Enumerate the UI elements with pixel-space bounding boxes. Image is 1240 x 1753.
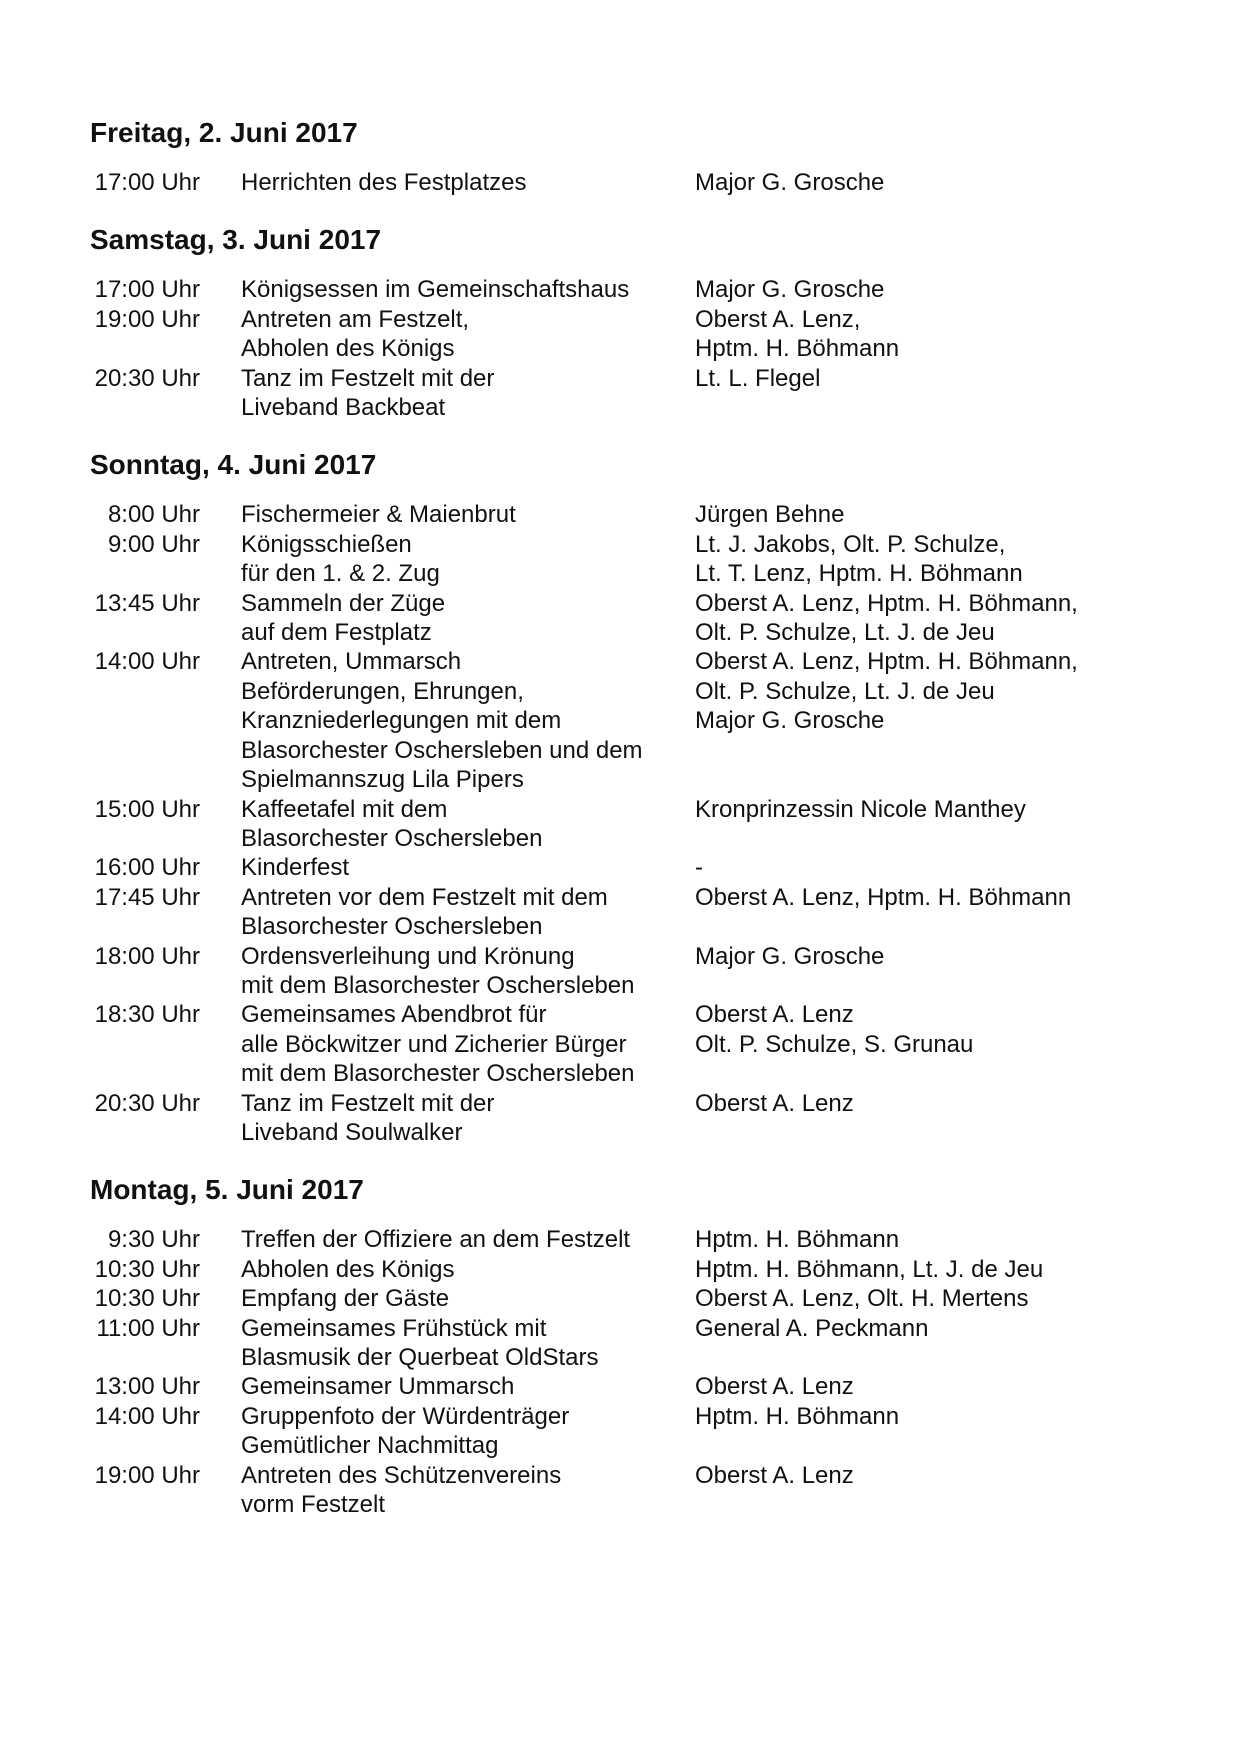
entry-event — [241, 647, 681, 794]
responsible-line: Oberst A. Lenz, Hptm. H. Böhmann — [695, 883, 1072, 911]
entry-time: 17:45 Uhr — [94, 883, 200, 911]
event-line: Gruppenfoto der Würdenträger — [241, 1402, 570, 1430]
day-title: Sonntag, 4. Juni 2017 — [90, 449, 377, 481]
schedule-document — [90, 116, 1170, 1545]
entry-responsible — [695, 500, 1170, 529]
event-line: Antreten des Schützenvereins — [241, 1461, 562, 1489]
schedule-row — [90, 275, 1170, 304]
responsible-line: Hptm. H. Böhmann — [695, 335, 900, 363]
day-section — [90, 448, 1170, 1147]
schedule-row — [90, 364, 1170, 423]
responsible-line: Oberst A. Lenz, — [695, 305, 861, 333]
entry-event — [241, 275, 681, 304]
event-line: Antreten vor dem Festzelt mit dem — [241, 883, 608, 911]
event-line: für den 1. & 2. Zug — [241, 560, 440, 588]
event-line: mit dem Blasorchester Oschersleben — [241, 1060, 635, 1088]
event-line: Spielmannszug Lila Pipers — [241, 766, 524, 794]
entry-responsible — [695, 364, 1170, 423]
entry-time: 20:30 Uhr — [94, 1089, 200, 1117]
schedule-row — [90, 168, 1170, 197]
schedule-table — [90, 168, 1170, 197]
entry-time: 10:30 Uhr — [94, 1255, 200, 1283]
entry-time: 11:00 Uhr — [96, 1314, 200, 1342]
event-line: auf dem Festplatz — [241, 619, 432, 647]
entry-responsible — [695, 305, 1170, 364]
responsible-line: - — [695, 854, 703, 882]
entry-time: 17:00 Uhr — [94, 276, 200, 304]
day-section — [90, 1173, 1170, 1519]
entry-responsible — [695, 275, 1170, 304]
entry-time: 10:30 Uhr — [94, 1285, 200, 1313]
entry-responsible — [695, 1372, 1170, 1401]
entry-responsible — [695, 168, 1170, 197]
event-line: Herrichten des Festplatzes — [241, 169, 527, 196]
day-title: Montag, 5. Juni 2017 — [90, 1174, 364, 1206]
entry-event — [241, 1225, 681, 1254]
event-line: Königsschießen — [241, 530, 412, 558]
entry-event — [241, 1402, 681, 1461]
event-line: Liveband Soulwalker — [241, 1118, 463, 1146]
schedule-row — [90, 1461, 1170, 1520]
responsible-line: Oberst A. Lenz, Hptm. H. Böhmann, — [695, 648, 1078, 676]
responsible-line: Major G. Grosche — [695, 276, 885, 304]
event-line: Tanz im Festzelt mit der — [241, 1089, 495, 1117]
responsible-line: Hptm. H. Böhmann, Lt. J. de Jeu — [695, 1255, 1044, 1283]
schedule-row — [90, 1000, 1170, 1088]
entry-time: 16:00 Uhr — [94, 854, 200, 882]
day-title: Freitag, 2. Juni 2017 — [90, 117, 358, 148]
entry-responsible — [695, 1402, 1170, 1461]
entry-responsible — [695, 589, 1170, 648]
responsible-line: Olt. P. Schulze, S. Grunau — [695, 1030, 974, 1058]
schedule-row — [90, 1284, 1170, 1313]
entry-responsible — [695, 883, 1170, 942]
entry-event — [241, 305, 681, 364]
entry-time: 14:00 Uhr — [94, 648, 200, 676]
event-line: Antreten am Festzelt, — [241, 305, 470, 333]
entry-time: 9:00 Uhr — [107, 530, 200, 558]
entry-responsible — [695, 942, 1170, 1001]
responsible-line: Oberst A. Lenz — [695, 1001, 854, 1029]
entry-event — [241, 1461, 681, 1520]
entry-responsible — [695, 1461, 1170, 1520]
event-line: Blasmusik der Querbeat OldStars — [241, 1344, 599, 1371]
responsible-line: Hptm. H. Böhmann — [695, 1402, 900, 1430]
responsible-line: Lt. T. Lenz, Hptm. H. Böhmann — [695, 560, 1023, 588]
entry-time: 15:00 Uhr — [94, 795, 200, 823]
entry-time: 14:00 Uhr — [94, 1402, 200, 1430]
entry-responsible — [695, 1314, 1170, 1373]
entry-time: 19:00 Uhr — [94, 1461, 200, 1489]
event-line: Ordensverleihung und Krönung — [241, 942, 575, 970]
event-line: Gemütlicher Nachmittag — [241, 1432, 499, 1460]
event-line: Tanz im Festzelt mit der — [241, 364, 495, 392]
entry-event — [241, 168, 681, 197]
responsible-line: Olt. P. Schulze, Lt. J. de Jeu — [695, 619, 995, 647]
responsible-line: Major G. Grosche — [695, 942, 885, 970]
entry-event — [241, 364, 681, 423]
responsible-line: Oberst A. Lenz — [695, 1373, 854, 1401]
schedule-row — [90, 1255, 1170, 1284]
day-section — [90, 223, 1170, 422]
entry-event — [241, 853, 681, 882]
schedule-table — [90, 1225, 1170, 1519]
entry-event — [241, 1314, 681, 1373]
schedule-row — [90, 305, 1170, 364]
event-line: Abholen des Königs — [241, 335, 455, 363]
event-line: Blasorchester Oschersleben — [241, 913, 543, 941]
day-section — [90, 116, 1170, 197]
event-line: Kinderfest — [241, 854, 350, 882]
schedule-row — [90, 795, 1170, 854]
event-line: Blasorchester Oschersleben und dem — [241, 736, 643, 764]
responsible-line: Oberst A. Lenz, Olt. H. Mertens — [695, 1285, 1029, 1313]
event-line: mit dem Blasorchester Oschersleben — [241, 971, 635, 999]
event-line: Empfang der Gäste — [241, 1285, 450, 1313]
responsible-line: Jürgen Behne — [695, 501, 845, 529]
responsible-line: General A. Peckmann — [695, 1314, 929, 1342]
event-line: Königsessen im Gemeinschaftshaus — [241, 276, 630, 304]
entry-event — [241, 1372, 681, 1401]
event-line: alle Böckwitzer und Zicherier Bürger — [241, 1030, 627, 1058]
schedule-row — [90, 500, 1170, 529]
event-line: vorm Festzelt — [241, 1491, 386, 1519]
schedule-table — [90, 275, 1170, 422]
event-line: Beförderungen, Ehrungen, — [241, 677, 524, 705]
event-line: Treffen der Offiziere an dem Festzelt — [241, 1226, 631, 1254]
event-line: Liveband Backbeat — [241, 394, 446, 422]
schedule-row — [90, 1402, 1170, 1461]
responsible-line: Major G. Grosche — [695, 707, 885, 735]
event-line: Kaffeetafel mit dem — [241, 795, 448, 823]
entry-responsible — [695, 1284, 1170, 1313]
schedule-row — [90, 530, 1170, 589]
entry-time: 13:00 Uhr — [94, 1373, 200, 1401]
event-line: Sammeln der Züge — [241, 589, 446, 617]
schedule-row — [90, 647, 1170, 794]
event-line: Gemeinsames Frühstück mit — [241, 1314, 547, 1342]
entry-time: 18:00 Uhr — [94, 942, 200, 970]
entry-event — [241, 530, 681, 589]
entry-time: 8:00 Uhr — [107, 501, 200, 529]
entry-event — [241, 795, 681, 854]
event-line: Fischermeier & Maienbrut — [241, 501, 516, 529]
responsible-line: Hptm. H. Böhmann — [695, 1226, 900, 1254]
entry-responsible — [695, 1255, 1170, 1284]
responsible-line: Oberst A. Lenz, Hptm. H. Böhmann, — [695, 589, 1078, 617]
event-line: Gemeinsamer Ummarsch — [241, 1373, 515, 1401]
event-line: Gemeinsames Abendbrot für — [241, 1001, 547, 1029]
entry-event — [241, 1284, 681, 1313]
entry-time: 13:45 Uhr — [94, 589, 200, 617]
schedule-row — [90, 883, 1170, 942]
responsible-line: Major G. Grosche — [695, 169, 885, 196]
entry-time: 18:30 Uhr — [94, 1001, 200, 1029]
entry-responsible — [695, 853, 1170, 882]
entry-responsible — [695, 1000, 1170, 1088]
entry-event — [241, 1089, 681, 1148]
event-line: Kranzniederlegungen mit dem — [241, 707, 562, 735]
responsible-line: Kronprinzessin Nicole Manthey — [695, 795, 1026, 823]
entry-event — [241, 1255, 681, 1284]
entry-event — [241, 500, 681, 529]
schedule-row — [90, 1089, 1170, 1148]
schedule-row — [90, 589, 1170, 648]
entry-responsible — [695, 530, 1170, 589]
entry-responsible — [695, 795, 1170, 854]
entry-event — [241, 1000, 681, 1088]
entry-event — [241, 942, 681, 1001]
entry-responsible — [695, 647, 1170, 794]
responsible-line: Oberst A. Lenz — [695, 1089, 854, 1117]
responsible-line: Oberst A. Lenz — [695, 1461, 854, 1489]
schedule-row — [90, 942, 1170, 1001]
event-line: Antreten, Ummarsch — [241, 648, 462, 676]
event-line: Abholen des Königs — [241, 1255, 455, 1283]
entry-event — [241, 589, 681, 648]
schedule-row — [90, 853, 1170, 882]
entry-responsible — [695, 1225, 1170, 1254]
entry-event — [241, 883, 681, 942]
responsible-line: Lt. J. Jakobs, Olt. P. Schulze, — [695, 530, 1006, 558]
schedule-row — [90, 1225, 1170, 1254]
entry-responsible — [695, 1089, 1170, 1148]
schedule-row — [90, 1314, 1170, 1373]
schedule-table — [90, 500, 1170, 1147]
entry-time: 17:00 Uhr — [94, 169, 200, 196]
schedule-row — [90, 1372, 1170, 1401]
responsible-line: Lt. L. Flegel — [695, 364, 821, 392]
day-title: Samstag, 3. Juni 2017 — [90, 224, 382, 256]
entry-time: 19:00 Uhr — [94, 305, 200, 333]
entry-time: 20:30 Uhr — [94, 364, 200, 392]
event-line: Blasorchester Oschersleben — [241, 824, 543, 852]
entry-time: 9:30 Uhr — [107, 1226, 200, 1254]
responsible-line: Olt. P. Schulze, Lt. J. de Jeu — [695, 677, 995, 705]
